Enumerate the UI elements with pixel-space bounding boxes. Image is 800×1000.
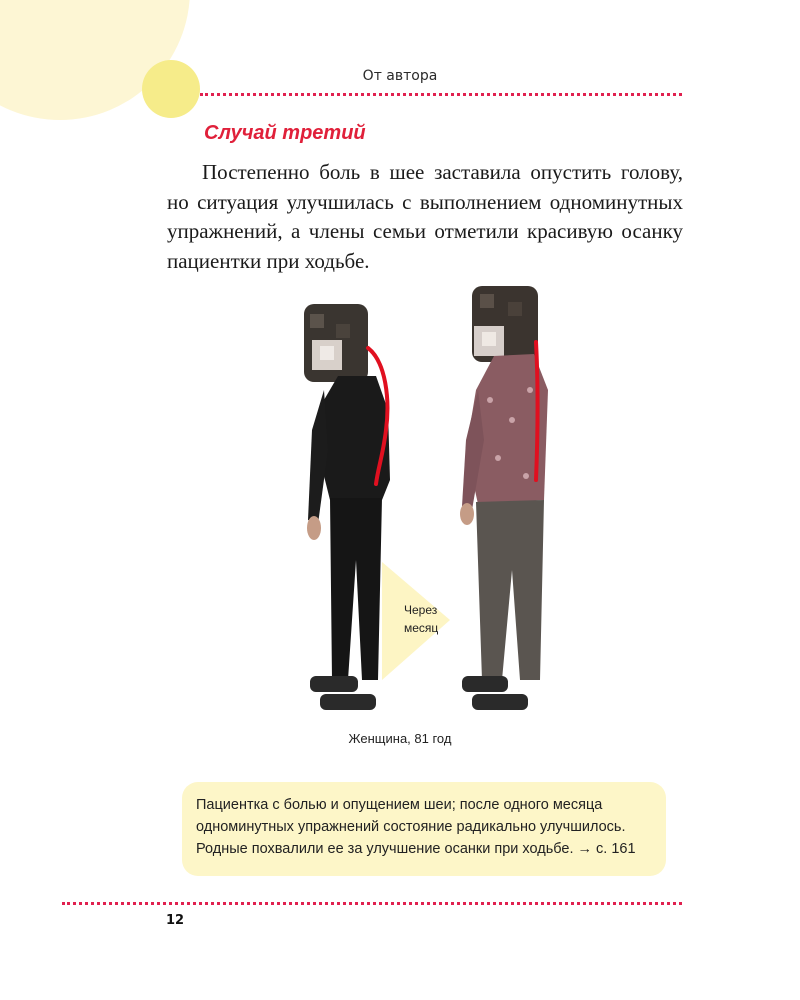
pixelated-face-after bbox=[472, 286, 538, 362]
pixelated-face-before bbox=[304, 304, 368, 382]
running-header: От автора bbox=[362, 68, 438, 84]
posture-line-after bbox=[536, 342, 538, 480]
section-title: Случай третий bbox=[204, 122, 366, 144]
before-after-figure bbox=[290, 280, 570, 720]
arrow-label-line2: месяц bbox=[404, 621, 439, 635]
after-photo bbox=[460, 286, 548, 710]
arrow-one-month bbox=[382, 562, 450, 680]
arrow-label-line1: Через bbox=[404, 603, 438, 617]
header-dotted-divider bbox=[200, 93, 682, 96]
page-number: 12 bbox=[166, 913, 185, 928]
body-paragraph: Постепенно боль в шее заставила опустить голову, но ситуация улучшилась с выполнением одноминутных упражнений, а члены семьи отметили красивую осанку пациентки при ходьбе. bbox=[167, 160, 683, 273]
summary-note: Пациентка с болью и опущением шеи; после одного месяца одноминутных упражнений состояние радикально улучшилось. Родные похвалили ее за улучшение осанки при ходьбе. → с. 161 bbox=[182, 782, 666, 876]
footer-dotted-divider bbox=[62, 902, 682, 905]
before-photo bbox=[304, 304, 390, 710]
figure-caption: Женщина, 81 год bbox=[348, 731, 452, 746]
